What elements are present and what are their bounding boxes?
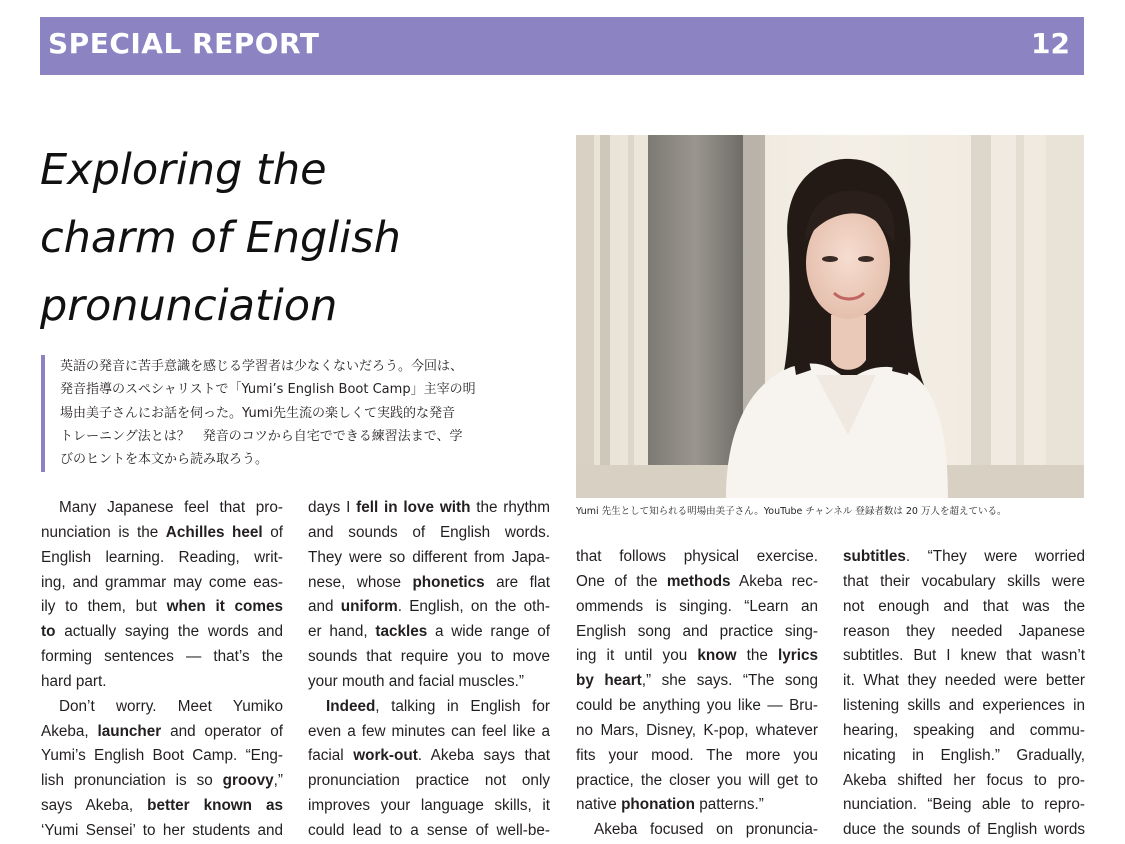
line-text: ily to them, but: [41, 598, 167, 616]
bold-term: by heart: [576, 672, 642, 690]
body-line: [308, 794, 550, 819]
line-text: nicating in English.” Gradually,: [843, 746, 1085, 764]
bold-term: know: [697, 647, 737, 665]
line-text: hard part.: [41, 672, 107, 690]
body-line: [41, 769, 283, 794]
lead-line: 英語の発音に苦手意識を感じる学習者は少なくないだろう。今回は、: [60, 359, 464, 374]
body-line: [308, 595, 550, 620]
body-line: [843, 570, 1085, 595]
line-text: listening skills and experiences in: [843, 697, 1085, 715]
body-line: [308, 819, 550, 844]
line-text: Yumi’s English Boot Camp. “Eng-: [41, 747, 283, 765]
headline-line: pronunciation: [40, 281, 338, 331]
line-text: ing, and grammar may come eas-: [41, 573, 283, 591]
headline-line: charm of English: [40, 213, 401, 263]
body-line: [843, 545, 1085, 570]
line-text: Many Japanese feel that pro-: [59, 499, 283, 516]
line-text: facial: [308, 747, 354, 765]
line-text: . Akeba says that: [417, 747, 550, 765]
body-line: [41, 595, 283, 620]
body-line: [41, 645, 283, 670]
body-line: [308, 720, 550, 745]
body-line: [308, 769, 550, 794]
body-line: [843, 595, 1085, 620]
line-text: no Mars, Disney, K-pop, whatever: [576, 721, 818, 739]
bold-term: phonetics: [412, 573, 485, 591]
line-text: ,”: [273, 772, 283, 790]
body-line: [41, 794, 283, 819]
line-text: ‘Yumi Sensei’ to her students and: [41, 821, 283, 839]
body-line: [843, 793, 1085, 818]
body-line: [576, 595, 818, 620]
lead-line: びのヒントを本文から読み取ろう。: [60, 452, 269, 468]
line-text: and: [308, 598, 341, 616]
bold-term: uniform: [340, 598, 398, 616]
body-line: [41, 521, 283, 546]
line-text: One of the: [576, 572, 667, 590]
line-text: Akeba shifted her focus to pro-: [843, 771, 1085, 789]
body-line: [41, 819, 283, 844]
photo-caption: Yumi 先生として知られる明場由美子さん。YouTube チャンネル 登録者数は 20 万人を超えている。: [576, 506, 1007, 517]
line-text: . English, on the oth-: [397, 598, 550, 616]
bold-term: groovy: [222, 772, 274, 790]
body-line: [576, 669, 818, 694]
body-line: [308, 521, 550, 546]
body-line: [843, 669, 1085, 694]
line-text: Akeba,: [41, 722, 98, 740]
line-text: lish pronunciation is so: [41, 772, 223, 790]
body-line: [576, 545, 818, 570]
bold-term: Indeed: [326, 697, 376, 715]
line-text: nunciation. “Being able to repro-: [843, 796, 1085, 814]
line-text: native: [576, 796, 622, 814]
line-text: that follows physical exercise.: [576, 548, 818, 565]
bold-term: fell in love with: [356, 499, 471, 516]
article-lead: [60, 355, 550, 471]
lead-accent-bar: [41, 355, 45, 472]
body-line: [576, 793, 818, 818]
bold-term: phonation: [621, 796, 695, 814]
bold-term: lyrics: [778, 647, 818, 665]
body-line: [576, 644, 818, 669]
line-text: English song and practice sing-: [576, 622, 818, 640]
line-text: the: [736, 647, 779, 665]
body-column-3: [576, 545, 818, 843]
lead-line: トレーニング法とは？ 発音のコツから自宅でできる練習法まで、学: [60, 428, 463, 444]
body-line: [843, 719, 1085, 744]
line-text: days I: [308, 499, 357, 516]
lead-line: 発音指導のスペシャリストで「Yumi’s English Boot Camp」主宰の明: [60, 382, 476, 398]
body-column-1: [41, 496, 283, 844]
portrait-illustration: [576, 135, 1084, 498]
line-text: fits your mood. The more you: [576, 746, 818, 764]
section-title: SPECIAL REPORT: [48, 27, 320, 60]
line-text: your mouth and facial muscles.”: [308, 672, 524, 690]
line-text: a wide range of: [427, 623, 550, 641]
body-line: [41, 496, 283, 521]
body-line: [41, 546, 283, 571]
body-line: [576, 744, 818, 769]
line-text: Akeba focused on pronuncia-: [594, 821, 818, 839]
line-text: Akeba rec-: [730, 572, 818, 590]
body-line: [843, 694, 1085, 719]
line-text: and operator of: [161, 722, 283, 740]
line-text: improves your language skills, it: [308, 797, 550, 815]
body-line: [308, 695, 550, 720]
line-text: ing it until you: [576, 647, 698, 665]
bold-term: better known as: [147, 797, 283, 815]
line-text: subtitles. But I knew that wasn’t: [843, 647, 1085, 665]
body-line: [843, 644, 1085, 669]
headline-line: Exploring the: [40, 145, 327, 195]
bold-term: subtitles: [843, 548, 906, 565]
line-text: nunciation is the: [41, 523, 166, 541]
lead-line: 場由美子さんにお話を伺った。Yumi先生流の楽しくて実践的な発音: [60, 405, 455, 421]
line-text: nese, whose: [308, 573, 413, 591]
bold-term: to: [41, 623, 56, 641]
bold-term: when it comes: [166, 598, 283, 616]
body-line: [308, 670, 550, 695]
page-number: 12: [1031, 27, 1070, 60]
body-column-2: [308, 496, 550, 844]
line-text: reason they needed Japanese: [843, 622, 1085, 640]
body-line: [41, 670, 283, 695]
body-line: [308, 744, 550, 769]
line-text: Don’t worry. Meet Yumiko: [59, 697, 283, 715]
line-text: could lead to a sense of well-be-: [308, 821, 550, 839]
line-text: says Akeba,: [41, 797, 148, 815]
body-line: [576, 769, 818, 794]
body-line: [308, 571, 550, 596]
line-text: duce the sounds of English words: [843, 821, 1085, 839]
line-text: English learning. Reading, writ-: [41, 548, 283, 566]
line-text: of: [262, 523, 283, 541]
portrait-photo: [576, 135, 1084, 498]
line-text: . “They were worried: [905, 548, 1085, 565]
body-line: [41, 720, 283, 745]
line-text: ,” she says. “The song: [641, 672, 818, 690]
line-text: pronunciation practice not only: [308, 772, 550, 790]
line-text: , talking in English for: [375, 697, 550, 715]
body-line: [41, 695, 283, 720]
line-text: They were so different from Japa-: [308, 548, 550, 566]
body-line: [576, 570, 818, 595]
body-line: [41, 571, 283, 596]
line-text: are flat: [484, 573, 550, 591]
line-text: the rhythm: [470, 499, 550, 516]
line-text: that their vocabulary skills were: [843, 572, 1085, 590]
body-column-4: [843, 545, 1085, 843]
body-line: [41, 744, 283, 769]
line-text: forming sentences — that’s the: [41, 648, 283, 666]
bold-term: tackles: [375, 623, 428, 641]
line-text: it. What they needed were better: [843, 672, 1085, 690]
body-line: [308, 496, 550, 521]
body-line: [843, 818, 1085, 843]
article-headline: [40, 136, 560, 340]
line-text: practice, the closer you will get to: [576, 771, 818, 789]
body-line: [41, 620, 283, 645]
line-text: er hand,: [308, 623, 376, 641]
bold-term: methods: [666, 572, 731, 590]
body-line: [576, 719, 818, 744]
line-text: could be anything you like — Bru-: [576, 697, 818, 715]
body-line: [308, 546, 550, 571]
bold-term: work-out: [353, 747, 418, 765]
line-text: patterns.”: [695, 796, 764, 814]
line-text: actually saying the words and: [55, 623, 283, 641]
body-line: [308, 620, 550, 645]
body-line: [576, 694, 818, 719]
line-text: not enough and that was the: [843, 597, 1085, 615]
line-text: sounds that require you to move: [308, 648, 550, 666]
body-line: [843, 769, 1085, 794]
bold-term: Achilles heel: [165, 523, 263, 541]
line-text: ommends is singing. “Learn an: [576, 597, 818, 615]
body-line: [308, 645, 550, 670]
body-line: [843, 620, 1085, 645]
line-text: hearing, speaking and commu-: [843, 721, 1085, 739]
body-line: [576, 620, 818, 645]
line-text: even a few minutes can feel like a: [308, 722, 550, 740]
line-text: and sounds of English words.: [308, 523, 550, 541]
section-banner: [40, 17, 1084, 75]
body-line: [843, 744, 1085, 769]
body-line: [576, 818, 818, 843]
bold-term: launcher: [97, 722, 162, 740]
